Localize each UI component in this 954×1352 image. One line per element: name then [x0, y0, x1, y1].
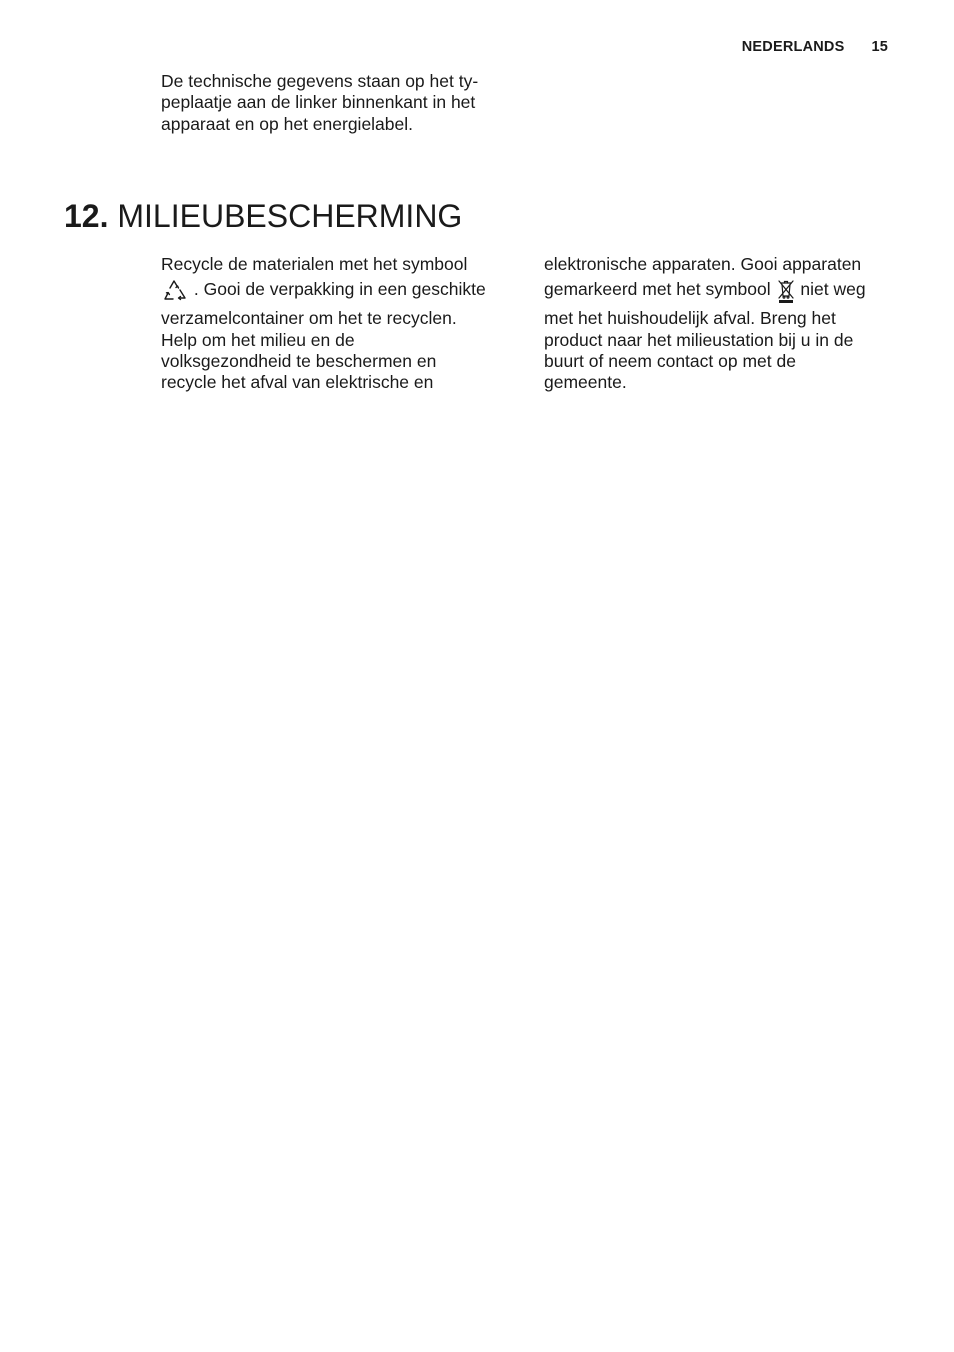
intro-line: De technische gegevens staan op het ty-: [161, 71, 479, 91]
text-line: Recycle de materialen met het symbool: [161, 254, 468, 274]
text-line: gemeente.: [544, 372, 627, 393]
intro-line: peplaatje aan de linker binnenkant in het: [161, 92, 476, 113]
text-line: recycle het afval van elektrische en: [161, 372, 434, 393]
page-number: 15: [871, 39, 888, 55]
section-number: 12.: [64, 198, 109, 234]
text-line: met het huishoudelijk afval. Breng het: [544, 308, 836, 329]
section-heading: [64, 196, 462, 236]
text-segment: gemarkeerd met het symbool: [544, 279, 771, 300]
text-line-with-icon: [161, 276, 511, 302]
header-language: NEDERLANDS: [741, 39, 845, 55]
section-title: MILIEUBESCHERMING: [117, 198, 463, 234]
text-line-with-icon: [544, 276, 894, 302]
text-segment: . Gooi de verpakking in een geschikte: [193, 279, 486, 300]
left-column-text: [161, 254, 511, 393]
page-header: [742, 39, 888, 55]
right-column-text: [544, 254, 894, 393]
text-line: elektronische apparaten. Gooi apparaten: [544, 254, 862, 274]
text-segment: niet weg: [800, 279, 866, 300]
text-line: verzamelcontainer om het te recyclen.: [161, 308, 457, 329]
intro-line: apparaat en op het energielabel.: [161, 113, 414, 134]
intro-paragraph: [161, 71, 511, 135]
recycle-icon: [161, 278, 189, 304]
text-line: product naar het milieustation bij u in de: [544, 329, 854, 350]
crossed-out-bin-icon: [776, 278, 796, 304]
text-line: Help om het milieu en de: [161, 329, 355, 350]
text-line: buurt of neem contact op met de: [544, 350, 796, 371]
text-line: volksgezondheid te beschermen en: [161, 350, 437, 371]
